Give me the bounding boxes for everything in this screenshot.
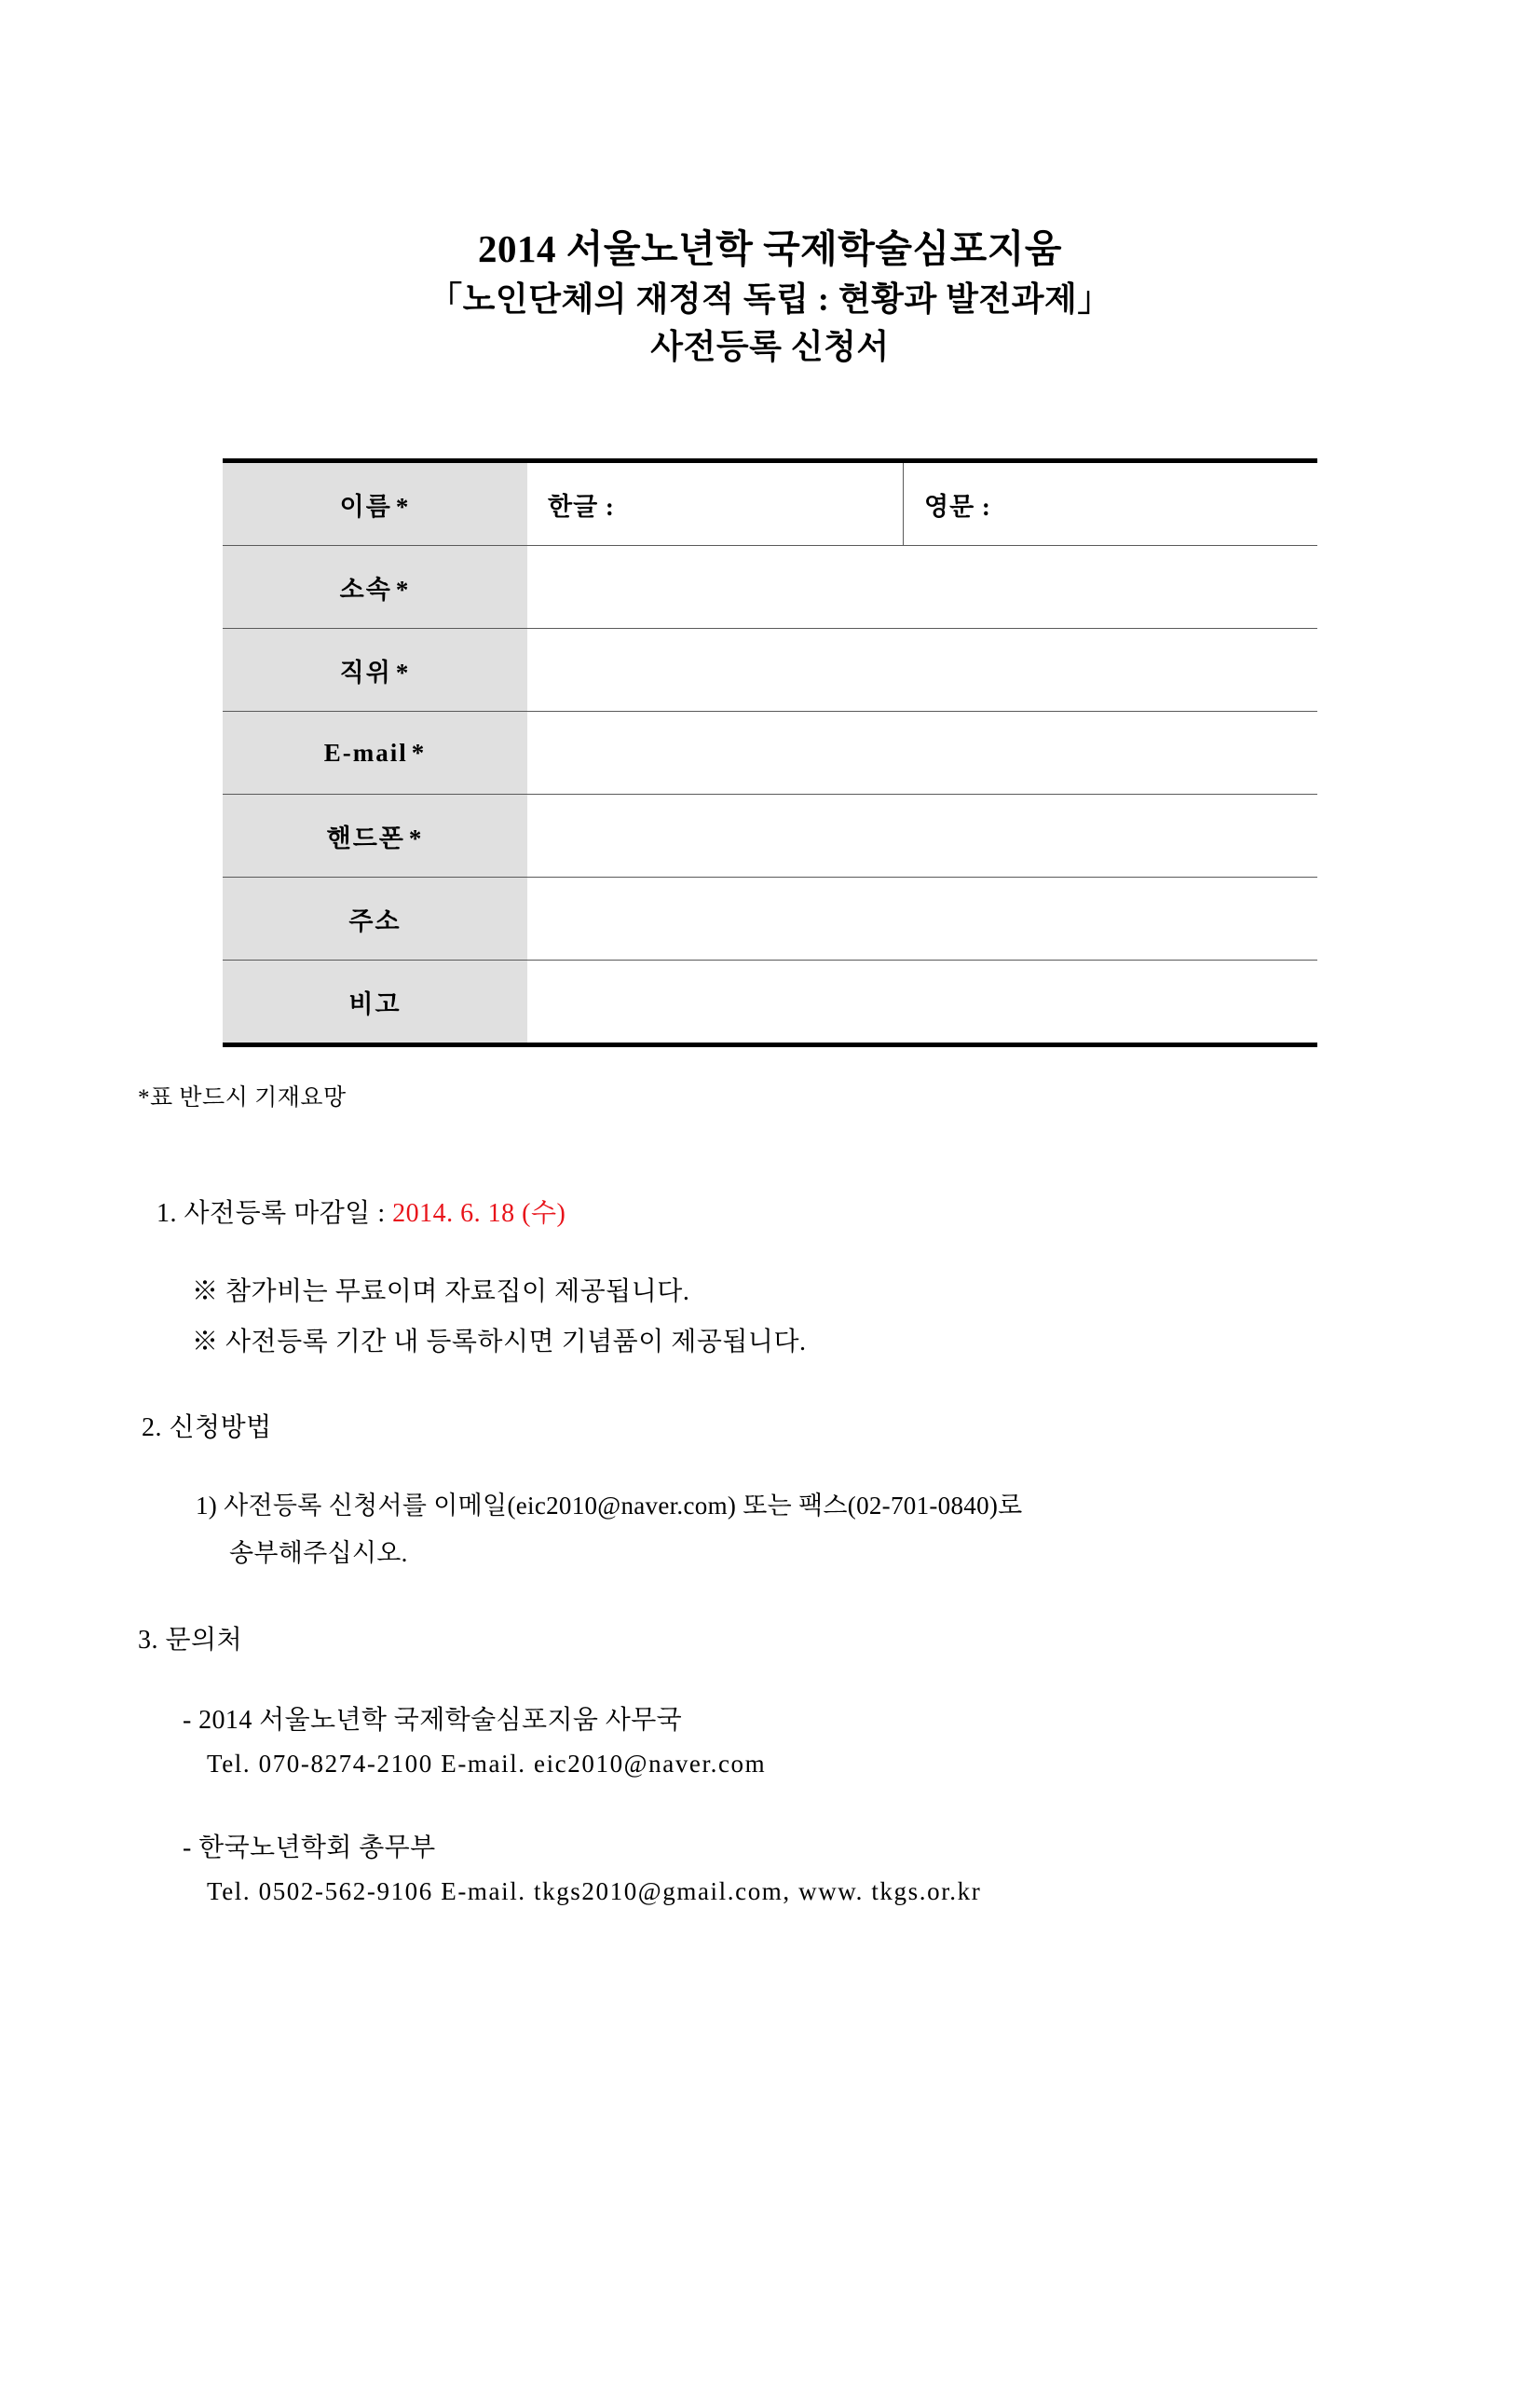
- field-label-mobile: [223, 795, 527, 878]
- required-marker: *: [411, 738, 427, 767]
- contact-item-symposium: [183, 1699, 1540, 1779]
- deadline-notes: [192, 1271, 1540, 1358]
- section-application-method-label: 2. 신청방법: [142, 1413, 272, 1443]
- field-label-email: [223, 712, 527, 795]
- label-text: 직위: [339, 658, 392, 687]
- document-body: [138, 1193, 1540, 1906]
- application-method-line-2: 송부해주십시오.: [229, 1539, 408, 1568]
- label-text: 주소: [348, 906, 402, 935]
- required-marker: *: [395, 492, 411, 521]
- field-label-address: [223, 878, 527, 961]
- field-input-mobile[interactable]: [527, 795, 1317, 878]
- table-row: [223, 629, 1317, 712]
- registration-form-table: [223, 458, 1317, 1047]
- field-input-position[interactable]: [527, 629, 1317, 712]
- required-marker: *: [395, 658, 411, 687]
- section-deadline-label: 1. 사전등록 마감일 :: [157, 1199, 393, 1229]
- title-line-1: 2014 서울노년학 국제학술심포지움: [478, 227, 1062, 270]
- table-row: [223, 712, 1317, 795]
- required-marker: *: [408, 824, 424, 852]
- field-input-name-korean[interactable]: 한글 :: [527, 461, 904, 546]
- application-method-detail: [196, 1485, 1540, 1569]
- field-label-remarks: [223, 961, 527, 1045]
- contact-detail: Tel. 070-8274-2100 E-mail. eic2010@naver.com: [207, 1750, 767, 1779]
- table-row: [223, 878, 1317, 961]
- deadline-note-1: ※ 참가비는 무료이며 자료집이 제공됩니다.: [192, 1277, 690, 1307]
- contact-detail: Tel. 0502-562-9106 E-mail. tkgs2010@gmail.com, www. tkgs.or.kr: [207, 1877, 982, 1906]
- deadline-note-2: ※ 사전등록 기간 내 등록하시면 기념품이 제공됩니다.: [192, 1328, 807, 1357]
- deadline-date: 2014. 6. 18 (수): [392, 1199, 566, 1229]
- contact-org-name: - 한국노년학회 총무부: [183, 1833, 436, 1863]
- field-label-affiliation: [223, 546, 527, 629]
- field-label-name: [223, 461, 527, 546]
- table-row: [223, 961, 1317, 1045]
- label-text: 소속: [339, 575, 392, 604]
- contact-org-name: - 2014 서울노년학 국제학술심포지움 사무국: [183, 1706, 683, 1736]
- section-contact-label: 3. 문의처: [138, 1626, 243, 1656]
- table-row: [223, 461, 1317, 546]
- section-deadline: [157, 1193, 1540, 1230]
- label-text: 비고: [348, 989, 402, 1018]
- field-input-email[interactable]: [527, 712, 1317, 795]
- required-marker: *: [395, 575, 411, 604]
- field-input-remarks[interactable]: [527, 961, 1317, 1045]
- field-input-affiliation[interactable]: [527, 546, 1317, 629]
- table-row: [223, 546, 1317, 629]
- table-row: [223, 795, 1317, 878]
- document-title: [0, 222, 1540, 371]
- label-text: 핸드폰: [326, 824, 405, 852]
- application-method-line-1: 1) 사전등록 신청서를 이메일(eic2010@naver.com) 또는 팩스(02-701-0840)로: [196, 1492, 1023, 1520]
- label-text: 이름: [339, 492, 392, 521]
- title-line-2: 「노인단체의 재정적 독립 : 현황과 발전과제」: [429, 280, 1111, 319]
- required-fields-note: *표 반드시 기재요망: [138, 1085, 347, 1111]
- contact-item-society: [183, 1827, 1540, 1906]
- field-input-name-english[interactable]: 영문 :: [904, 461, 1318, 546]
- title-line-3: 사전등록 신청서: [650, 328, 890, 366]
- document-page: [0, 222, 1540, 2399]
- field-label-position: [223, 629, 527, 712]
- label-text: E-mail: [323, 738, 408, 767]
- field-input-address[interactable]: [527, 878, 1317, 961]
